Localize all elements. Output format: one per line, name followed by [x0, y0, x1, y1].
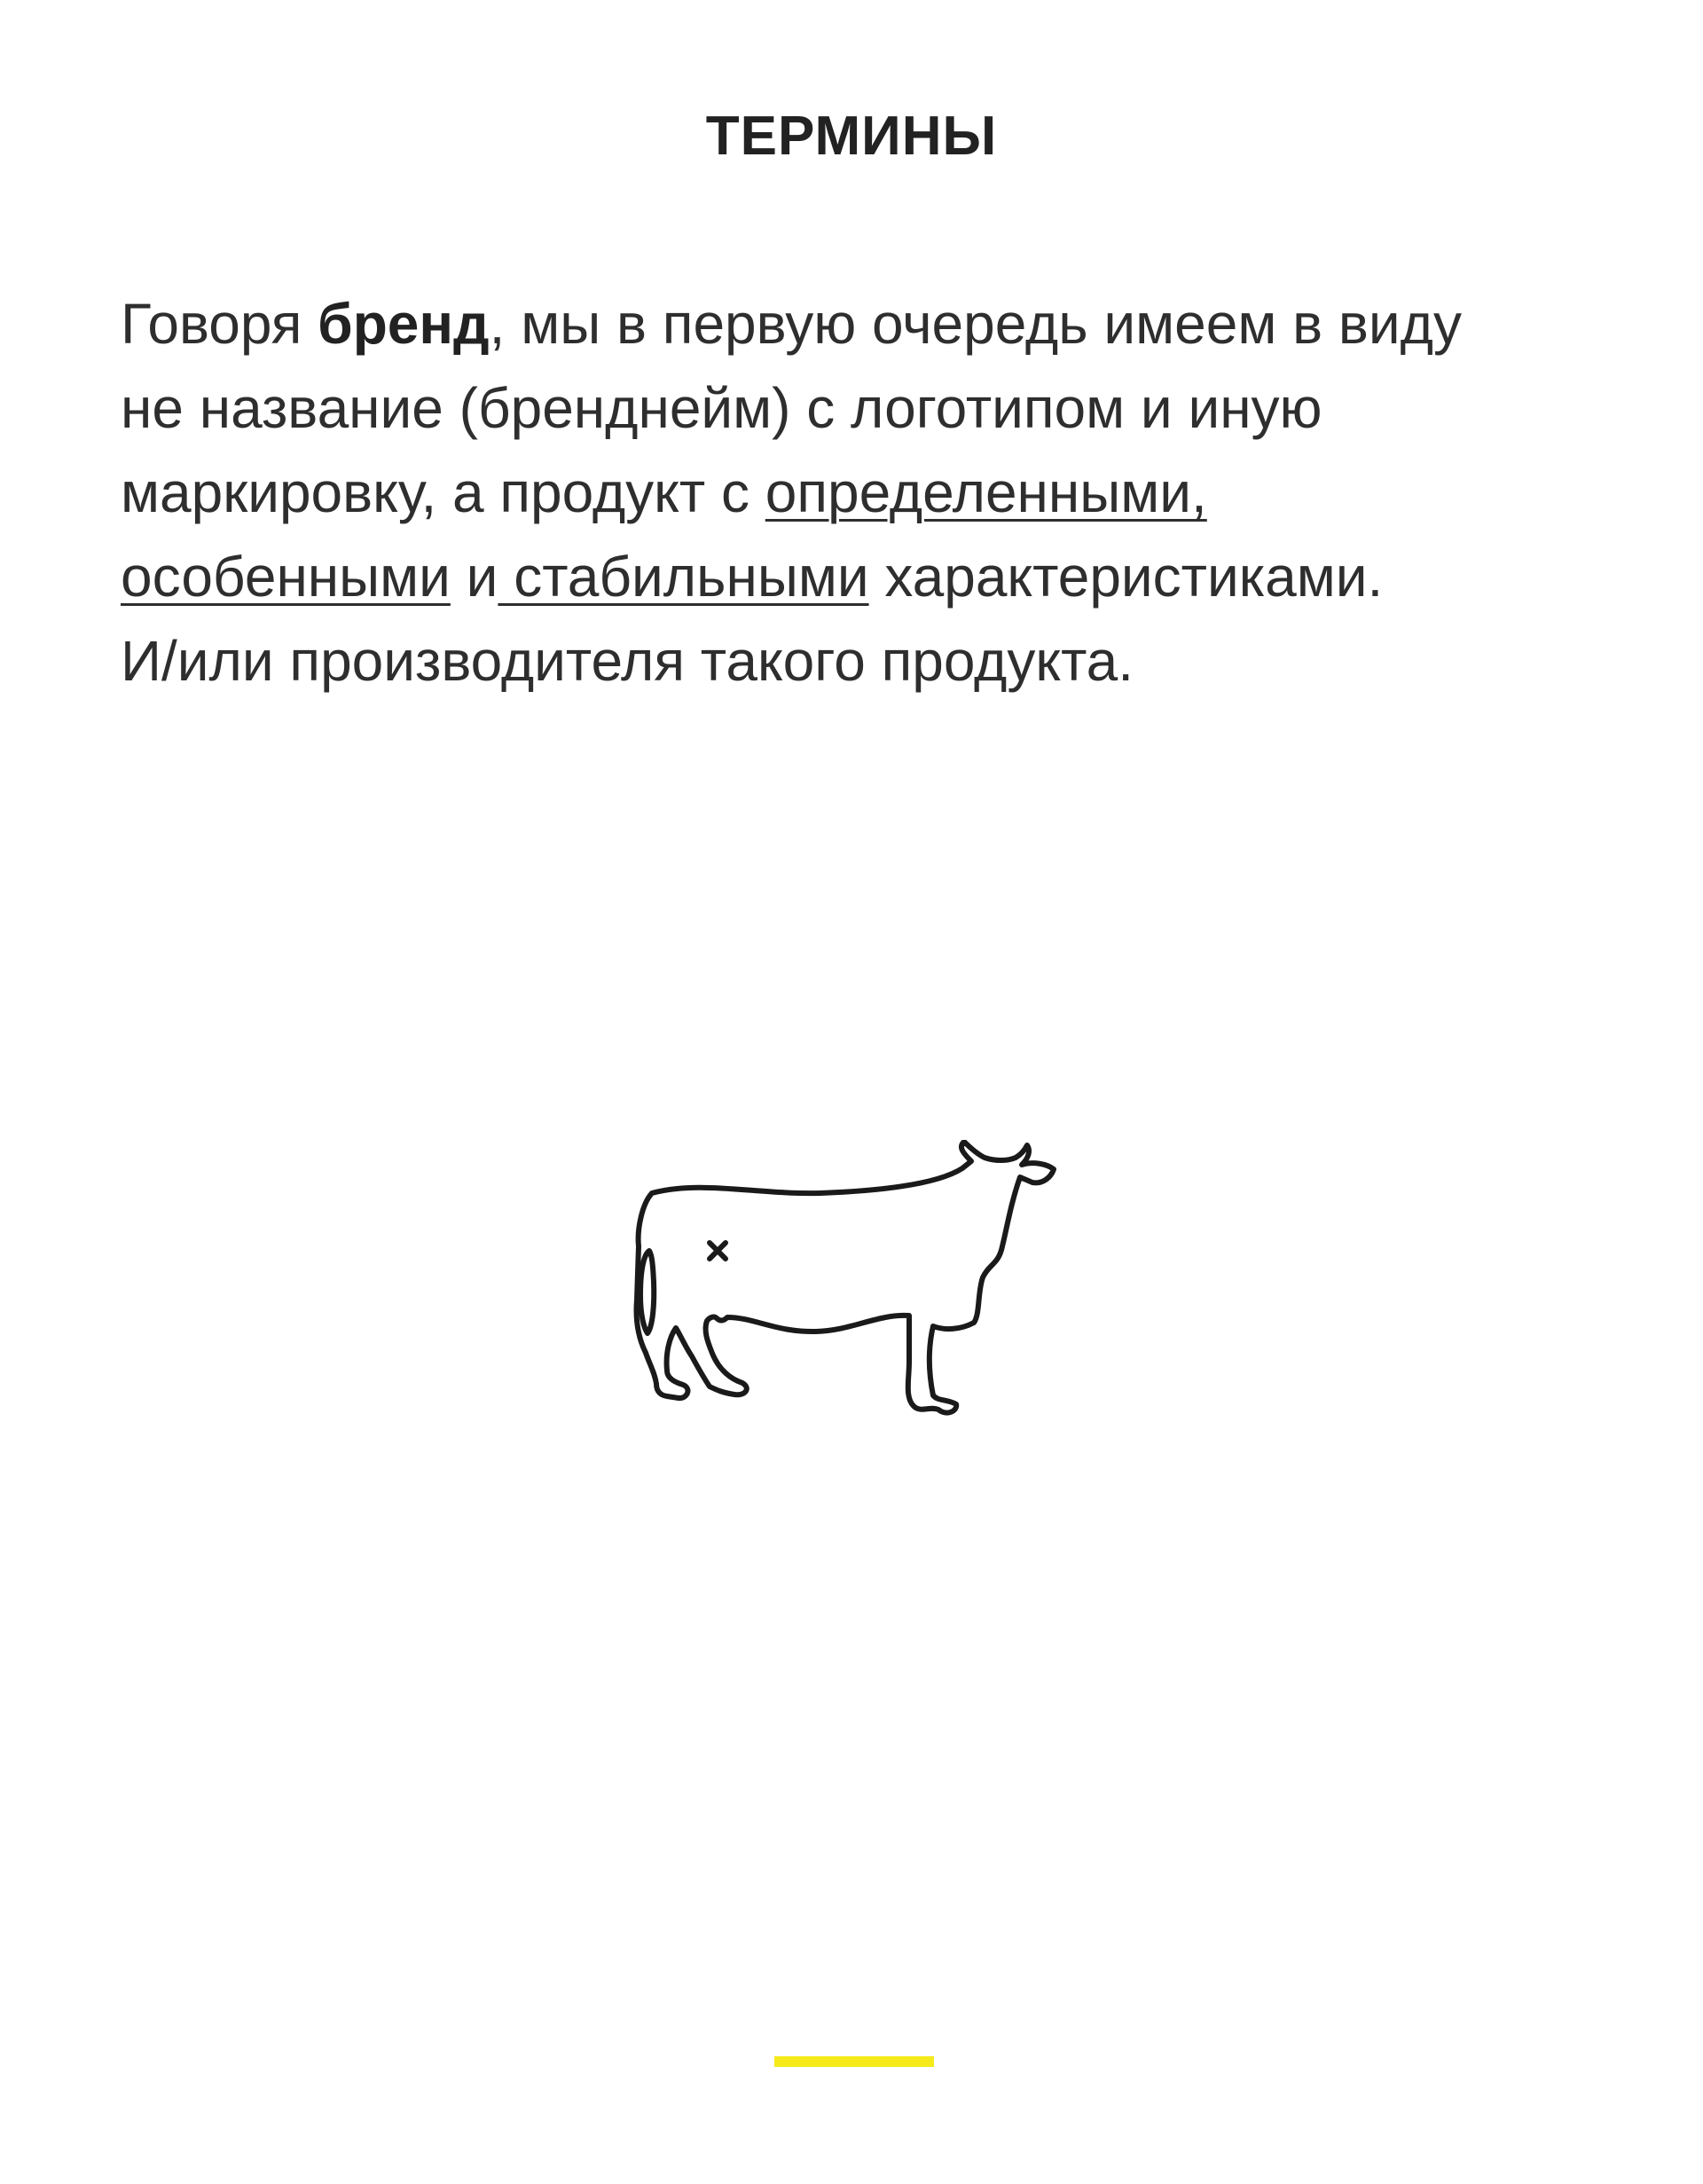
paragraph-line-2: не название (бренднейм) с логотипом и иную [121, 376, 1322, 440]
accent-bar [774, 2056, 934, 2067]
underlined-word-defined: определенными, [765, 460, 1207, 524]
paragraph-line-1 [121, 282, 1628, 366]
text-segment: , мы в первую очередь имеем в виду [489, 292, 1462, 356]
cow-outline-icon [568, 1140, 1135, 1566]
brand-mark-x [710, 1243, 726, 1259]
paragraph-line-5: И/или производителя такого продукта. [121, 629, 1134, 693]
paragraph-line-4 [121, 535, 1628, 619]
page-title: ТЕРМИНЫ [705, 106, 998, 167]
text-segment: характеристиками. [868, 545, 1384, 609]
text-segment: и [450, 545, 498, 609]
text-segment: маркировку, а продукт с [121, 460, 765, 524]
definition-paragraph [121, 282, 1628, 703]
cow-tail-outline [640, 1251, 654, 1333]
underlined-word-stable: стабильными [498, 545, 869, 609]
underlined-word-special: особенными [121, 545, 451, 609]
term-brand: бренд [318, 292, 490, 356]
text-segment: Говоря [121, 292, 318, 356]
cow-body-outline [636, 1142, 1054, 1413]
paragraph-line-3 [121, 451, 1628, 535]
